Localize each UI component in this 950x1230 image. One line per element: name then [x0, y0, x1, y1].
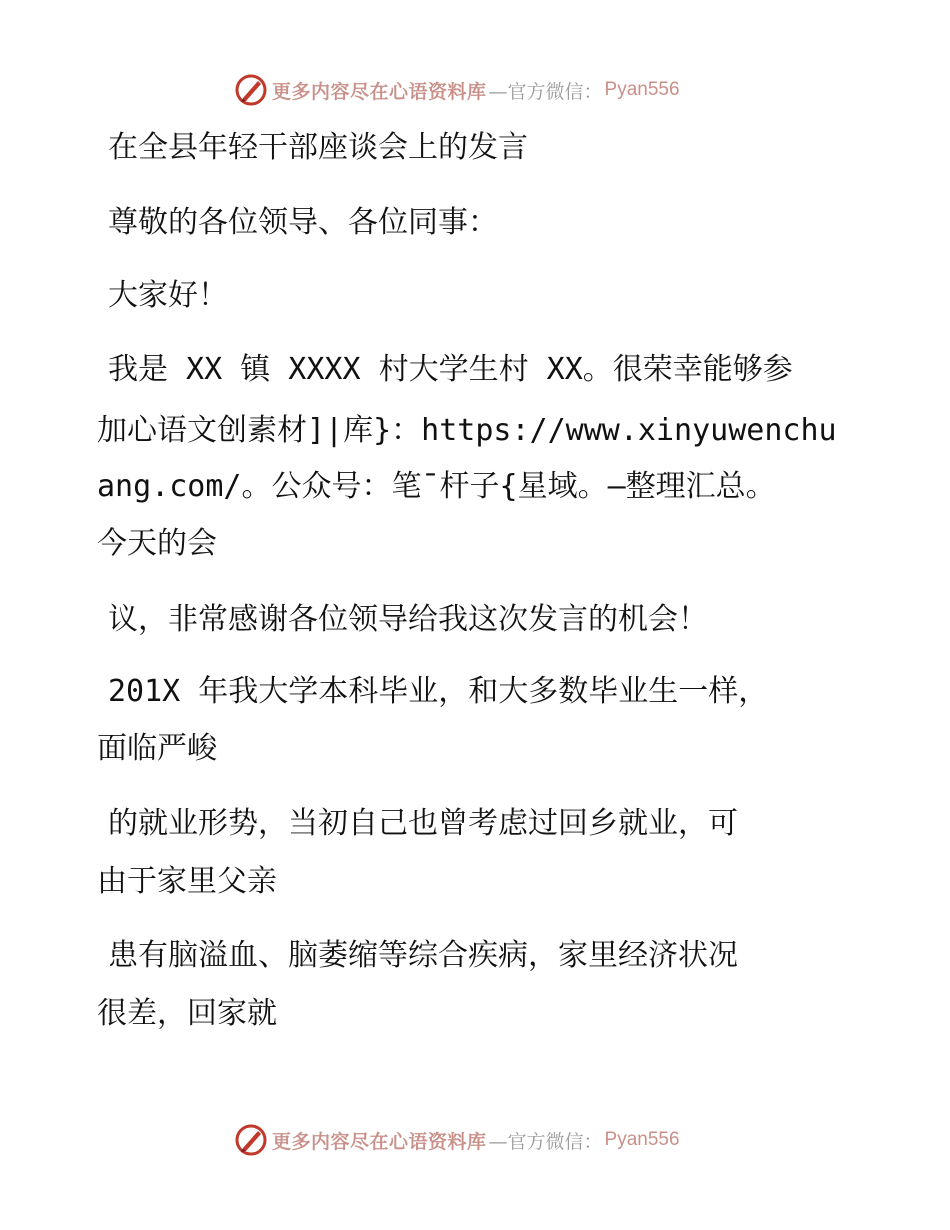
watermark-wechat-id: Pyan556 [604, 1129, 680, 1150]
body-line: 我是 XX 镇 XXXX 村大学生村 XX。很荣幸能够参 [108, 352, 793, 387]
body-line: 由于家里父亲 [97, 864, 277, 899]
body-line: ang.com/。公众号：笔¯杆子{星域。—整理汇总。 [97, 469, 776, 504]
body-line: 患有脑溢血、脑萎缩等综合疾病，家里经济状况 [108, 938, 738, 973]
document-title: 在全县年轻干部座谈会上的发言 [108, 130, 528, 165]
watermark-separator: —官方微信： [488, 1130, 603, 1153]
salutation: 尊敬的各位领导、各位同事： [108, 205, 498, 240]
watermark-wechat-id: Pyan556 [604, 79, 680, 100]
watermark-text: 更多内容尽在心语资料库 [272, 1130, 487, 1153]
body-line: 的就业形势，当初自己也曾考虑过回乡就业，可 [108, 806, 738, 841]
greeting: 大家好！ [108, 278, 228, 313]
pen-logo-icon [234, 73, 268, 107]
body-line: 加心语文创素材]|库}：https://www.xinyuwenchu [97, 413, 837, 448]
body-line: 面临严峻 [97, 731, 217, 766]
watermark-text: 更多内容尽在心语资料库 [272, 80, 487, 103]
footer-watermark [234, 1122, 680, 1158]
body-line: 201X 年我大学本科毕业，和大多数毕业生一样， [108, 674, 769, 709]
body-line: 今天的会 [97, 526, 217, 561]
body-line: 很差，回家就 [97, 996, 277, 1031]
body-line: 议，非常感谢各位领导给我这次发言的机会！ [108, 602, 708, 637]
watermark-separator: —官方微信： [488, 80, 603, 103]
pen-logo-icon [234, 1123, 268, 1157]
header-watermark [234, 72, 680, 108]
